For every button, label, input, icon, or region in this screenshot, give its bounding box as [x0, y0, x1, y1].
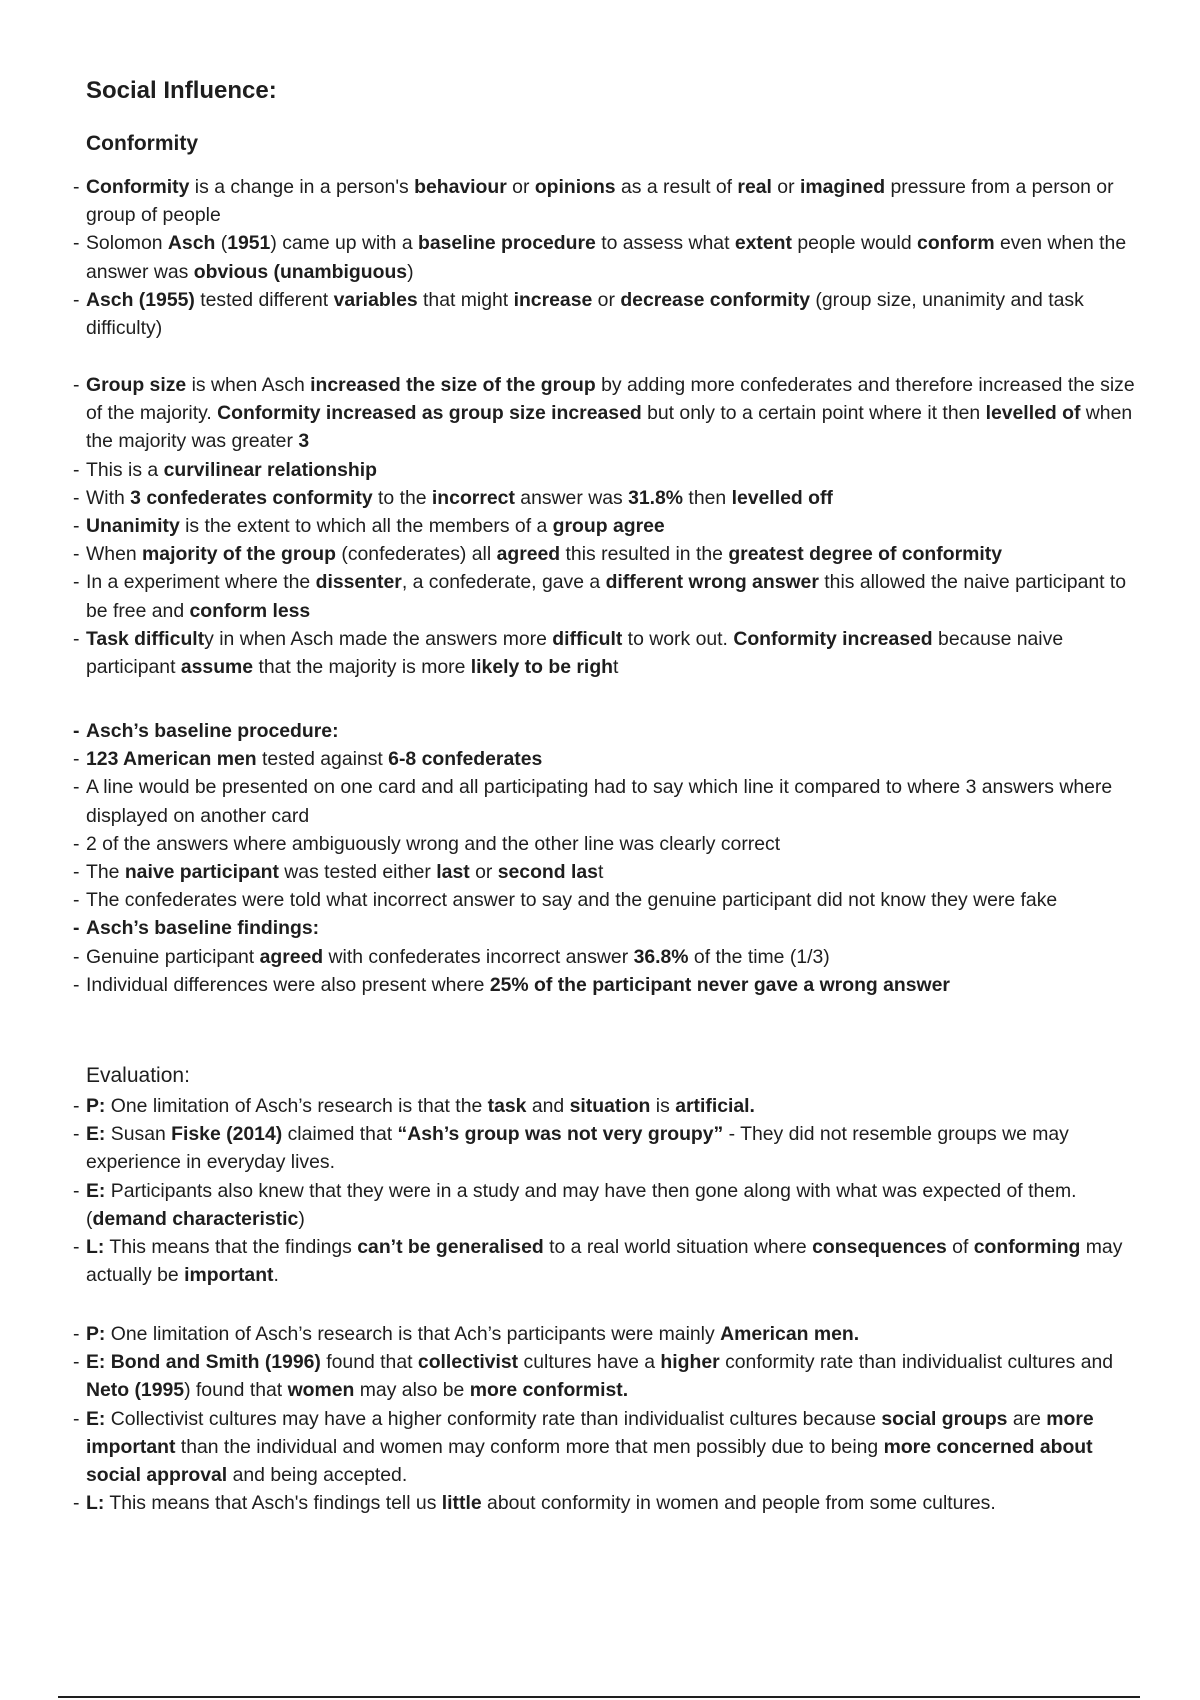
list-item	[73, 1092, 1143, 1120]
list-item	[73, 773, 1143, 829]
list-item	[73, 1489, 1143, 1517]
bold-text: extent	[734, 232, 792, 255]
bold-text: opinions	[534, 176, 616, 198]
text-run: (group size, unanimity and task difficulty)	[86, 288, 1084, 340]
bold-text: 3 confederates conformity	[130, 486, 373, 509]
bold-text: higher	[660, 1351, 720, 1374]
bold-text: decrease conformity	[620, 288, 810, 311]
text-run: - They did not resemble groups we may experience in everyday lives.	[86, 1123, 1069, 1174]
bold-text: more concerned about social approval	[86, 1435, 1093, 1487]
bold-text: agreed	[259, 945, 324, 968]
bold-text: P:	[86, 1095, 106, 1117]
bold-text: Group size	[86, 374, 187, 396]
text-run: when the majority was greater	[86, 402, 1133, 453]
text-run: .	[273, 1264, 279, 1287]
list-item	[73, 229, 1143, 285]
conformity-heading: Conformity	[86, 132, 198, 155]
bold-text: demand characteristic	[92, 1207, 299, 1230]
text-run: This means that the findings	[104, 1236, 358, 1259]
bold-text: important	[184, 1264, 274, 1287]
text-run: with confederates incorrect answer	[323, 945, 634, 968]
list-item	[73, 1405, 1143, 1490]
text-run: is	[650, 1095, 676, 1117]
text-run: than the individual and women may conform more that men possibly due to being	[175, 1435, 884, 1458]
list-item	[73, 1320, 1143, 1348]
text-run: answer was	[514, 486, 629, 509]
bold-text: naive participant	[124, 861, 279, 884]
bold-text: incorrect	[431, 486, 515, 509]
text-run: may actually be	[86, 1236, 1123, 1287]
list-item	[73, 625, 1143, 681]
text-run: is the extent to which all the members of a	[179, 515, 553, 538]
list-item	[73, 745, 1143, 773]
bold-text: consequences	[812, 1236, 947, 1259]
list-item	[73, 540, 1143, 568]
bold-text: group agree	[552, 515, 665, 538]
bold-text: 3	[298, 430, 310, 453]
bold-text: L:	[86, 1236, 105, 1259]
text-run: people would	[791, 232, 918, 255]
text-run: When	[86, 543, 143, 566]
text-run: )	[298, 1207, 305, 1230]
text-run: is when Asch	[186, 374, 311, 396]
bold-text: likely to be righ	[470, 656, 614, 679]
text-run: but only to a certain point where it then	[641, 402, 986, 425]
bold-text: Conformity increased	[733, 627, 933, 650]
list-item	[73, 858, 1143, 886]
bold-text: E:	[86, 1123, 106, 1146]
text-run: tested different	[194, 288, 334, 311]
bold-text: task	[487, 1095, 527, 1117]
text-run: found that	[320, 1351, 418, 1374]
text-run: , a confederate, gave a	[401, 571, 606, 594]
text-run: that might	[417, 288, 514, 311]
bold-text: P:	[86, 1323, 106, 1345]
bold-text: Neto (1995	[86, 1379, 185, 1402]
text-run: that the majority is more	[253, 656, 471, 679]
bold-text: Asch	[167, 232, 216, 255]
conformity-list	[73, 173, 1143, 342]
list-item	[73, 1233, 1143, 1289]
bold-text: real	[737, 176, 772, 198]
text-run: was tested either	[278, 861, 437, 884]
text-run: pressure from a person or group of people	[86, 176, 1114, 227]
bold-text: Task difficult	[86, 627, 205, 650]
text-run: to work out.	[622, 627, 734, 650]
list-item	[73, 914, 1143, 942]
text-run: about conformity in women and people from some cultures.	[481, 1492, 996, 1515]
list-item	[73, 971, 1143, 999]
evaluation-heading-colon: :	[184, 1064, 190, 1087]
bold-text: agreed	[496, 543, 561, 566]
bold-text: 1951	[227, 232, 271, 255]
bold-text: E:	[86, 1179, 106, 1202]
text-run: The confederates were told what incorrect answer to say and the genuine participant did not know they were fake	[86, 889, 1058, 912]
bold-text: majority of the group	[142, 543, 336, 566]
text-run: is a change in a person's	[189, 176, 415, 198]
bold-text: 31.8%	[628, 486, 684, 509]
bold-text: women	[287, 1379, 355, 1402]
text-run: Individual differences were also present where	[86, 973, 490, 996]
list-item	[73, 512, 1143, 540]
bold-text: little	[441, 1492, 482, 1515]
text-run: or	[469, 861, 498, 884]
bold-text: can’t be generalised	[357, 1236, 544, 1259]
bold-text: collectivist	[417, 1351, 519, 1374]
bold-text: different wrong answer	[605, 571, 819, 594]
bold-text: Conformity increased as group size increased	[217, 402, 642, 425]
list-item	[73, 830, 1143, 858]
text-run: This means that Asch's findings tell us	[104, 1492, 442, 1515]
bold-text: 6-8 confederates	[388, 748, 543, 771]
footer-divider	[58, 1696, 1140, 1698]
bold-text: dissenter	[315, 571, 402, 594]
bold-text: difficult	[552, 627, 623, 650]
bold-text: artificial.	[675, 1095, 755, 1117]
text-run: The	[86, 861, 125, 884]
bold-text: social groups	[881, 1407, 1008, 1430]
baseline-list	[73, 717, 1143, 999]
bold-text: “Ash’s group was not very groupy”	[397, 1123, 724, 1146]
text-run: t	[613, 656, 619, 679]
text-run: to assess what	[595, 232, 735, 255]
text-run: (	[215, 232, 228, 255]
list-item	[73, 484, 1143, 512]
text-run: are	[1007, 1407, 1047, 1430]
bold-text: assume	[180, 656, 254, 679]
list-item	[73, 456, 1143, 484]
text-run: and being accepted.	[227, 1464, 408, 1487]
bold-text: more conformist.	[469, 1379, 629, 1402]
bold-text: Fiske (2014)	[171, 1123, 283, 1146]
text-run: and	[526, 1095, 570, 1117]
text-run: This is a	[86, 458, 164, 481]
text-run: (confederates) all	[335, 543, 497, 566]
list-item	[73, 1348, 1143, 1404]
bold-text: L:	[86, 1492, 105, 1515]
text-run: then	[683, 486, 732, 509]
text-run: ) came up with a	[270, 232, 418, 255]
bold-text: situation	[569, 1095, 651, 1117]
text-run: ) found that	[184, 1379, 288, 1402]
text-run: A line would be presented on one card and all participating had to say which line it compared to where 3 answers where displayed on another card	[86, 776, 1113, 827]
text-run: )	[407, 260, 414, 283]
text-run: 2 of the answers where ambiguously wrong and the other line was clearly correct	[86, 832, 781, 855]
bold-text: variables	[333, 288, 418, 311]
text-run: because naive participant	[86, 627, 1064, 679]
list-item	[73, 568, 1143, 624]
bold-text: 123 American men	[86, 748, 257, 771]
bold-text: conform	[917, 232, 995, 255]
evaluation-heading	[86, 1062, 190, 1090]
text-run: to the	[372, 486, 432, 509]
text-run: or	[771, 176, 800, 198]
evaluation-list	[73, 1092, 1143, 1289]
text-run: claimed that	[282, 1123, 398, 1146]
page-title: Social Influence:	[86, 77, 277, 104]
text-run: Solomon	[86, 232, 168, 255]
bold-text: obvious (unambiguous	[193, 260, 408, 283]
text-run: of the time (1/3)	[688, 945, 830, 968]
bold-text: Conformity	[86, 176, 190, 198]
text-run: or	[592, 288, 621, 311]
text-run: may also be	[354, 1379, 470, 1402]
bold-text: behaviour	[414, 176, 507, 198]
text-run: In a experiment where the	[86, 571, 316, 594]
bold-text: imagined	[799, 176, 886, 198]
evaluation-2-list	[73, 1320, 1143, 1517]
bold-text: curvilinear relationship	[163, 458, 377, 481]
bold-text: American men.	[720, 1323, 860, 1345]
bold-text: baseline procedure	[418, 232, 596, 255]
bold-text: conforming	[973, 1236, 1081, 1259]
text-run: as a result of	[615, 176, 738, 198]
list-item	[73, 1177, 1143, 1233]
list-item	[73, 371, 1143, 456]
text-run: even when the answer was	[86, 232, 1127, 283]
text-run: by adding more confederates and therefore increased the size of the majority.	[86, 374, 1135, 425]
list-item	[73, 173, 1143, 229]
bold-text: second las	[497, 861, 598, 884]
list-item	[73, 943, 1143, 971]
text-run: Collectivist cultures may have a higher conformity rate than individualist cultures because	[105, 1407, 882, 1430]
list-item	[73, 717, 1143, 745]
bold-text: 25% of the participant never gave a wrong answer	[489, 973, 950, 996]
bold-text: E:	[86, 1407, 106, 1430]
bold-text: Asch’s baseline procedure:	[86, 720, 339, 742]
bold-text: Asch’s baseline findings:	[86, 917, 320, 940]
bold-text: levelled of	[985, 402, 1081, 425]
list-item	[73, 886, 1143, 914]
text-run: this allowed the naive participant to be free and	[86, 571, 1127, 622]
text-run: y in when Asch made the answers more	[204, 627, 553, 650]
text-run: this resulted in the	[560, 543, 729, 566]
text-run: cultures have a	[518, 1351, 661, 1374]
bold-text: Unanimity	[86, 515, 180, 538]
text-run: Genuine participant	[86, 945, 260, 968]
list-item	[73, 1120, 1143, 1176]
text-run: With	[86, 486, 131, 509]
text-run: of	[946, 1236, 974, 1259]
list-item	[73, 286, 1143, 342]
variables-list	[73, 371, 1143, 681]
bold-text: increase	[513, 288, 593, 311]
text-run: Participants also knew that they were in a study and may have then gone along with what was expected of them. (	[86, 1179, 1077, 1230]
bold-text: increased the size of the group	[310, 374, 596, 396]
text-run: conformity rate than individualist cultures and	[719, 1351, 1114, 1374]
bold-text: E: Bond and Smith (1996)	[86, 1351, 321, 1374]
bold-text: Asch (1955)	[86, 288, 195, 311]
text-run: to a real world situation where	[543, 1236, 813, 1259]
text-run: tested against	[256, 748, 389, 771]
text-run: Susan	[105, 1123, 172, 1146]
bold-text: conform less	[189, 599, 311, 622]
text-run: t	[597, 861, 604, 884]
bold-text: levelled off	[731, 486, 833, 509]
text-run: or	[506, 176, 535, 198]
text-run: One limitation of Asch’s research is that the	[105, 1095, 488, 1117]
text-run: One limitation of Asch’s research is that Ach’s participants were mainly	[105, 1323, 721, 1345]
bold-text: more important	[86, 1407, 1094, 1458]
bold-text: greatest degree of conformity	[728, 543, 1002, 566]
bold-text: 36.8%	[633, 945, 689, 968]
bold-text: last	[436, 861, 470, 884]
evaluation-heading-text: Evaluation	[86, 1064, 185, 1087]
